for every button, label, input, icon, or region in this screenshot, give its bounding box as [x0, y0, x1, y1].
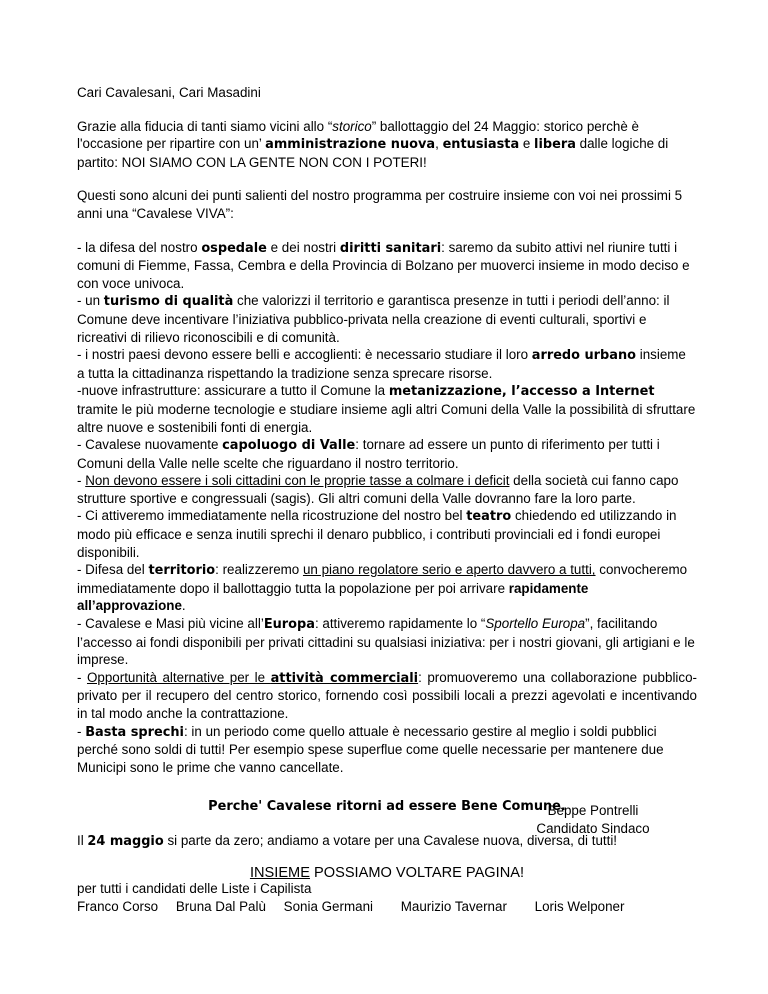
motto-text: POSSIAMO VOLTARE PAGINA! [309, 864, 525, 881]
point-text: che valorizzi il territorio e garantisca presenze in tutti i periodi dell’anno: il Comune deve incentivare l’iniziativa pubblico-privata nella creazione di eventi culturali, sportivi e ricreativi di rilievo riconoscibili e di comunità. [77, 293, 670, 345]
intro-text: e [519, 136, 535, 152]
salutation: Cari Cavalesani, Cari Masadini [77, 85, 261, 100]
intro-text: , [435, 136, 443, 152]
point-keyword: teatro [466, 509, 512, 525]
signature-name: Beppe Pontrelli [547, 803, 639, 818]
point-infrastructure [77, 382, 697, 436]
point-text: - [77, 669, 87, 685]
point-keyword: territorio [148, 563, 216, 579]
point-keyword: ospedale [201, 240, 267, 256]
point-text: : realizzeremo [215, 562, 303, 578]
point-text: - Difesa del [77, 562, 149, 578]
point-text: -nuove infrastrutture: assicurare a tutto il Comune la [77, 383, 389, 399]
point-text: . [181, 598, 186, 614]
point-keyword: turismo di qualità [103, 294, 234, 310]
program-intro: Questi sono alcuni dei punti salienti del nostro programma per costruire insieme con voi nei prossimi 5 anni una “Cavalese VIVA”: [77, 188, 683, 221]
candidate-name: Loris Welponer [534, 898, 625, 914]
point-text: : in un periodo come quello attuale è necessario gestire al meglio i soldi pubblici perché sono soldi di tutti! Per esempio spese superflue come quelle necessarie per mantenere due Municipi sono le prime che vanno cancellate. [77, 723, 664, 775]
point-text: : promuoveremo una collaborazione pubblico-privato per il recupero del centro storico, fornendo così possibili locali a prezzi agevolati e incentivando in tal modo anche la contrattazione. [77, 669, 697, 721]
point-keyword: Europa [263, 617, 315, 633]
point-keyword: diritti sanitari [339, 240, 442, 256]
point-text: chiedendo ed utilizzando in modo più efficace e senza inutili sprechi il denaro pubblico, i contributi provinciali ed i fondi europei disponibili. [77, 508, 677, 560]
point-text: - [77, 723, 86, 739]
point-text: - i nostri paesi devono essere belli e accoglienti: è necessario studiare il loro [77, 347, 532, 363]
intro-text: ” ballottaggio del 24 Maggio: storico perchè è l'occasione per ripartire con un’ [77, 118, 639, 152]
point-text: - la difesa del nostro [77, 239, 202, 255]
point-underlined: Non devono essere i soli cittadini con le proprie tasse a colmare i deficit [85, 473, 510, 489]
vote-text: Il [77, 832, 88, 848]
candidate-name: Bruna Dal Palù [175, 898, 266, 914]
point-text: - Cavalese nuovamente [77, 437, 223, 453]
candidate-name: Franco Corso [77, 898, 159, 914]
point-europe [77, 615, 697, 669]
point-italic: Sportello Europa [485, 616, 586, 632]
point-keyword: arredo urbano [531, 348, 637, 364]
intro-keyword: amministrazione nuova [265, 137, 436, 153]
point-capital [77, 436, 697, 472]
intro-paragraph [77, 118, 697, 172]
point-text: - [77, 473, 86, 489]
point-urban [77, 346, 697, 382]
signature-role: Candidato Sindaco [536, 820, 650, 836]
point-text: convocheremo immediatamente dopo il ballottaggio tutta la popolazione per poi arrivare [77, 562, 688, 596]
candidate-name: Sonia Germani [283, 898, 373, 914]
point-text: della società cui fanno capo strutture sportive e congressuali (sagis). Gli altri comuni della Valle dovranno fare la loro parte. [77, 473, 679, 506]
intro-text: Grazie alla fiducia di tanti siamo vicini allo “ [77, 118, 333, 134]
point-underlined: un piano regolatore serio e aperto davvero a tutti, [302, 562, 596, 578]
vote-text: si parte da zero; andiamo a votare per una Cavalese nuova, diversa, di tutti! [163, 832, 618, 848]
point-text: ”, facilitando l’accesso ai fondi disponibili per privati cittadini su qualsiasi iniziativa: per i nostri giovani, gli artigiani e le imprese. [77, 616, 695, 668]
point-text: insieme a tutta la cittadinanza rispettando la tradizione senza sprecare risorse. [77, 347, 686, 381]
point-hospital [77, 239, 697, 293]
point-text: - Cavalese e Masi più vicine all’ [77, 616, 264, 632]
point-territory [77, 561, 697, 615]
motto-underlined: INSIEME [249, 864, 310, 881]
point-keyword: metanizzazione, l’accesso a Internet [388, 384, 655, 400]
point-keyword: Basta sprechi [85, 724, 184, 740]
point-text: : attiveremo rapidamente lo “ [314, 616, 486, 632]
intro-text: dalle logiche di partito: NOI SIAMO CON LA GENTE NON CON I POTERI! [77, 136, 669, 170]
point-keyword: rapidamente all’approvazione [77, 580, 589, 614]
point-tourism [77, 292, 697, 346]
signature [498, 802, 688, 837]
intro-keyword: libera [534, 137, 576, 153]
point-underlined: Opportunità alternative per le [86, 669, 271, 685]
point-text: e dei nostri [266, 239, 340, 255]
candidate-name: Maurizio Tavernar [400, 898, 507, 914]
letter-body [77, 84, 697, 914]
intro-keyword: entusiasta [442, 137, 520, 153]
closing-line: Perche' Cavalese ritorni ad essere Bene Comune. [208, 799, 566, 815]
point-waste [77, 723, 697, 777]
candidate-names [77, 898, 717, 916]
point-text: - Ci attiveremo immediatamente nella ricostruzione del nostro bel [77, 508, 467, 524]
intro-storico: storico [332, 118, 372, 134]
point-theatre [77, 507, 697, 561]
point-text: : saremo da subito attivi nel riunire tutti i comuni di Fiemme, Fassa, Cembra e della Provincia di Bolzano per muoverci insieme in modo deciso e con voce univoca. [77, 239, 690, 291]
footer-line: per tutti i candidati delle Liste i Capilista [77, 881, 312, 896]
point-keyword: capoluogo di Valle [222, 438, 356, 454]
footer [77, 880, 717, 915]
point-commerce-first-line [77, 669, 697, 723]
point-text: - un [77, 293, 104, 309]
point-text: : tornare ad essere un punto di riferimento per tutti i Comuni della Valle nelle scelte che riguardano il nostro territorio. [77, 437, 660, 471]
vote-date: 24 maggio [87, 833, 164, 849]
point-deficit [77, 472, 697, 507]
point-text: tramite le più moderne tecnologie e studiare insieme agli altri Comuni della Valle la possibilità di sfruttare altre nuove e sostenibili fonti di energia. [77, 401, 696, 435]
point-keyword: attività commerciali [270, 670, 419, 686]
